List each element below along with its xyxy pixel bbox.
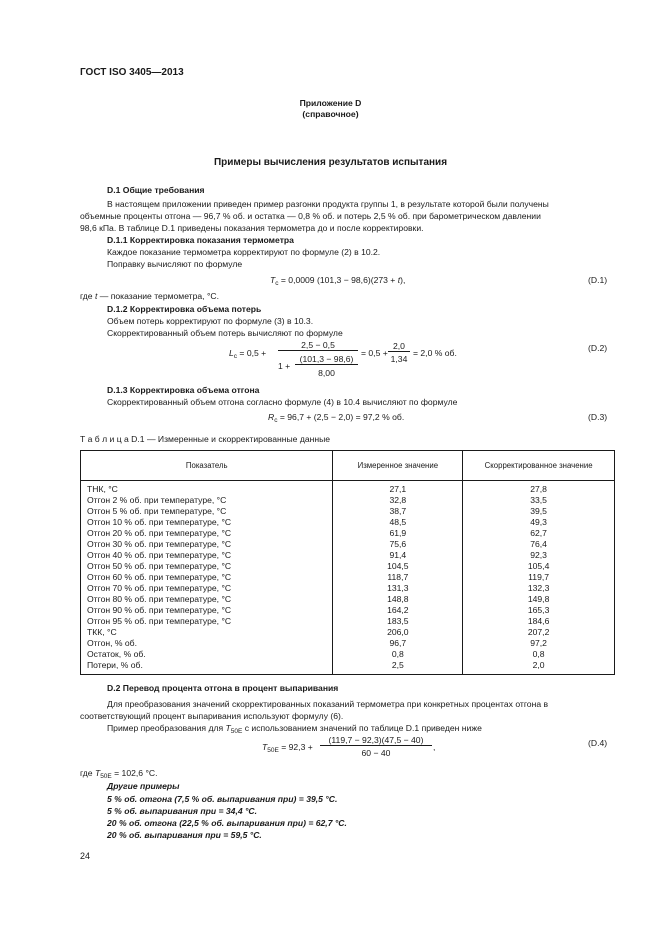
cell-measured: 118,7 xyxy=(333,572,463,583)
cell-corrected: 119,7 xyxy=(463,572,615,583)
cell-corrected: 33,5 xyxy=(463,495,615,506)
paragraph-line: объемные проценты отгона — 96,7 % об. и остатка — 0,8 % об. и потерь 2,5 % об. при барометрическом давлении xyxy=(80,211,541,221)
section-heading-d12: D.1.2 Корректировка объема потерь xyxy=(107,304,262,314)
cell-corrected: 132,3 xyxy=(463,583,615,594)
table-row xyxy=(81,539,615,550)
fraction-denominator: 60 − 40 xyxy=(361,748,391,758)
cell-corrected: 207,2 xyxy=(463,627,615,638)
example-line: 5 % об. выпаривания при = 34,4 °С. xyxy=(107,806,258,816)
cell-measured: 61,9 xyxy=(333,528,463,539)
where-text: — показание термометра, °С. xyxy=(97,291,219,301)
cell-corrected: 49,3 xyxy=(463,517,615,528)
data-table xyxy=(80,450,615,675)
cell-indicator: Отгон 70 % об. при температуре, °С xyxy=(81,583,333,594)
where-var: t xyxy=(94,291,98,301)
cell-indicator: Отгон 90 % об. при температуре, °С xyxy=(81,605,333,616)
fraction-numerator: (119,7 − 92,3)(47,5 − 40) xyxy=(320,735,432,746)
cell-measured: 27,1 xyxy=(333,481,463,496)
cell-measured: 48,5 xyxy=(333,517,463,528)
formula-number: (D.1) xyxy=(588,275,608,285)
cell-corrected: 97,2 xyxy=(463,638,615,649)
cell-indicator: Отгон 40 % об. при температуре, °С xyxy=(81,550,333,561)
table-row xyxy=(81,660,615,675)
formula-body: = 0,0009 (101,3 − 98,6)(273 + xyxy=(278,275,398,285)
cell-measured: 91,4 xyxy=(333,550,463,561)
cell-measured: 164,2 xyxy=(333,605,463,616)
cell-measured: 2,5 xyxy=(333,660,463,675)
where-var: T xyxy=(94,768,101,778)
section-heading-d13: D.1.3 Корректировка объема отгона xyxy=(107,385,260,395)
table-row xyxy=(81,481,615,496)
where-text: = 102,6 °С. xyxy=(111,768,158,778)
table-row xyxy=(81,495,615,506)
formula-end: ), xyxy=(400,275,406,285)
formula-d3 xyxy=(268,412,404,426)
examples-title: Другие примеры xyxy=(107,781,180,791)
cell-corrected: 27,8 xyxy=(463,481,615,496)
formula-text: = 2,0 % об. xyxy=(413,348,457,358)
formula-text: = 92,3 + xyxy=(278,742,313,752)
column-header: Скорректированное значение xyxy=(463,451,615,481)
formula-d4-lhs xyxy=(262,742,313,756)
table-row xyxy=(81,561,615,572)
table-row xyxy=(81,605,615,616)
example-line: 5 % об. отгона (7,5 % об. выпаривания при) = 39,5 °С. xyxy=(107,794,338,804)
cell-indicator: Отгон 2 % об. при температуре, °С xyxy=(81,495,333,506)
table-row xyxy=(81,627,615,638)
inner-denominator: 8,00 xyxy=(318,368,335,378)
paragraph-line: Поправку вычисляют по формуле xyxy=(107,259,243,269)
appendix-title: Приложение D xyxy=(299,98,362,108)
formula-body: = 96,7 + (2,5 − 2,0) = 97,2 % об. xyxy=(277,412,405,422)
paragraph-line: В настоящем приложении приведен пример разгонки продукта группы 1, в результате которой были получены xyxy=(107,199,549,209)
cell-measured: 96,7 xyxy=(333,638,463,649)
formula-number: (D.3) xyxy=(588,412,608,422)
table-row xyxy=(81,528,615,539)
paragraph-line: Каждое показание термометра корректируют по формуле (2) в 10.2. xyxy=(107,247,381,257)
where-sub: 50E xyxy=(100,773,112,780)
cell-corrected: 92,3 xyxy=(463,550,615,561)
cell-indicator: Потери, % об. xyxy=(81,660,333,675)
cell-corrected: 62,7 xyxy=(463,528,615,539)
formula-text: = 0,5 + xyxy=(361,348,388,358)
paragraph-line: 98,6 кПа. В таблице D.1 приведены показания термометра до и после корректировки. xyxy=(80,223,424,233)
example-line: 20 % об. отгона (22,5 % об. выпаривания при) = 62,7 °С. xyxy=(107,818,347,828)
column-header: Показатель xyxy=(81,451,333,481)
table-row xyxy=(81,638,615,649)
document-header: ГОСТ ISO 3405—2013 xyxy=(80,67,184,78)
formula-var: L xyxy=(229,348,234,358)
cell-corrected: 165,3 xyxy=(463,605,615,616)
cell-measured: 148,8 xyxy=(333,594,463,605)
formula-d1 xyxy=(270,275,405,289)
formula-sub: 50E xyxy=(230,728,243,735)
table-row xyxy=(81,583,615,594)
cell-measured: 131,3 xyxy=(333,583,463,594)
cell-indicator: ТНК, °С xyxy=(81,481,333,496)
where-line xyxy=(80,291,219,302)
paragraph-line: Объем потерь корректируют по формуле (3) в 10.3. xyxy=(107,316,314,326)
cell-indicator: Отгон 30 % об. при температуре, °С xyxy=(81,539,333,550)
paragraph-line: Для преобразования значений скорректированных показаний термометра при конкретных процентах отгона в xyxy=(107,699,549,709)
formula-number: (D.4) xyxy=(588,738,608,748)
cell-measured: 32,8 xyxy=(333,495,463,506)
table-row xyxy=(81,550,615,561)
cell-indicator: Отгон, % об. xyxy=(81,638,333,649)
fraction2-denominator: 1,34 xyxy=(390,354,408,364)
formula-text: = 0,5 + xyxy=(237,348,267,358)
cell-corrected: 184,6 xyxy=(463,616,615,627)
table-header-row xyxy=(81,451,615,481)
cell-indicator: Остаток, % об. xyxy=(81,649,333,660)
cell-corrected: 0,8 xyxy=(463,649,615,660)
table-caption-text: D.1 — Измеренные и скорректированные данные xyxy=(128,434,331,444)
text: Пример преобразования для xyxy=(107,723,226,733)
cell-corrected: 149,8 xyxy=(463,594,615,605)
formula-sub: c xyxy=(275,280,279,287)
fraction-numerator: 2,5 − 0,5 xyxy=(278,340,358,351)
section-heading-d1: D.1 Общие требования xyxy=(107,185,205,195)
paragraph-line: Скорректированный объем потерь вычисляют по формуле xyxy=(107,328,343,338)
formula-var: R xyxy=(268,412,275,422)
page-number: 24 xyxy=(80,851,91,861)
cell-corrected: 39,5 xyxy=(463,506,615,517)
table-caption-prefix: Т а б л и ц а xyxy=(80,434,129,444)
cell-corrected: 105,4 xyxy=(463,561,615,572)
formula-text: , xyxy=(433,742,436,752)
formula-number: (D.2) xyxy=(588,343,608,353)
example-line: 20 % об. выпаривания при = 59,5 °С. xyxy=(107,830,262,840)
table-row xyxy=(81,616,615,627)
cell-measured: 75,6 xyxy=(333,539,463,550)
formula-var-t: t xyxy=(397,275,401,285)
table-row xyxy=(81,649,615,660)
paragraph-line: Скорректированный объем отгона согласно формуле (4) в 10.4 вычисляют по формуле xyxy=(107,397,458,407)
cell-corrected: 2,0 xyxy=(463,660,615,675)
section-heading-d11: D.1.1 Корректировка показания термометра xyxy=(107,235,294,245)
column-header: Измеренное значение xyxy=(333,451,463,481)
table-body xyxy=(81,481,615,675)
section-heading-d2: D.2 Перевод процента отгона в процент выпаривания xyxy=(107,683,339,693)
formula-sub: 50E xyxy=(267,747,279,754)
table-row xyxy=(81,572,615,583)
cell-corrected: 76,4 xyxy=(463,539,615,550)
cell-measured: 183,5 xyxy=(333,616,463,627)
cell-measured: 38,7 xyxy=(333,506,463,517)
fraction2-numerator: 2,0 xyxy=(388,341,410,352)
cell-measured: 206,0 xyxy=(333,627,463,638)
inner-numerator: (101,3 − 98,6) xyxy=(295,354,358,365)
formula-d2-lhs xyxy=(229,348,266,362)
main-title: Примеры вычисления результатов испытания xyxy=(213,157,448,168)
table-row xyxy=(81,506,615,517)
cell-indicator: Отгон 60 % об. при температуре, °С xyxy=(81,572,333,583)
table-row xyxy=(81,594,615,605)
cell-measured: 0,8 xyxy=(333,649,463,660)
formula-sub: c xyxy=(274,417,278,424)
formula-sub: c xyxy=(233,353,238,360)
cell-indicator: Отгон 10 % об. при температуре, °С xyxy=(81,517,333,528)
cell-indicator: ТКК, °С xyxy=(81,627,333,638)
where-line xyxy=(80,768,157,782)
text: с использованием значений по таблице D.1 приведен ниже xyxy=(242,723,482,733)
cell-indicator: Отгон 95 % об. при температуре, °С xyxy=(81,616,333,627)
cell-measured: 104,5 xyxy=(333,561,463,572)
appendix-subtitle: (справочное) xyxy=(302,109,359,119)
cell-indicator: Отгон 5 % об. при температуре, °С xyxy=(81,506,333,517)
cell-indicator: Отгон 20 % об. при температуре, °С xyxy=(81,528,333,539)
formula-var: T xyxy=(225,723,231,733)
table-caption xyxy=(80,434,330,445)
where-text: где xyxy=(80,291,95,301)
where-text: где xyxy=(80,768,95,778)
table-row xyxy=(81,517,615,528)
formula-var: T xyxy=(262,742,268,752)
cell-indicator: Отгон 50 % об. при температуре, °С xyxy=(81,561,333,572)
inner-prefix: 1 + xyxy=(278,361,291,371)
paragraph-line: соответствующий процент выпаривания используют формулу (6). xyxy=(80,711,344,721)
cell-indicator: Отгон 80 % об. при температуре, °С xyxy=(81,594,333,605)
formula-var: T xyxy=(270,275,276,285)
